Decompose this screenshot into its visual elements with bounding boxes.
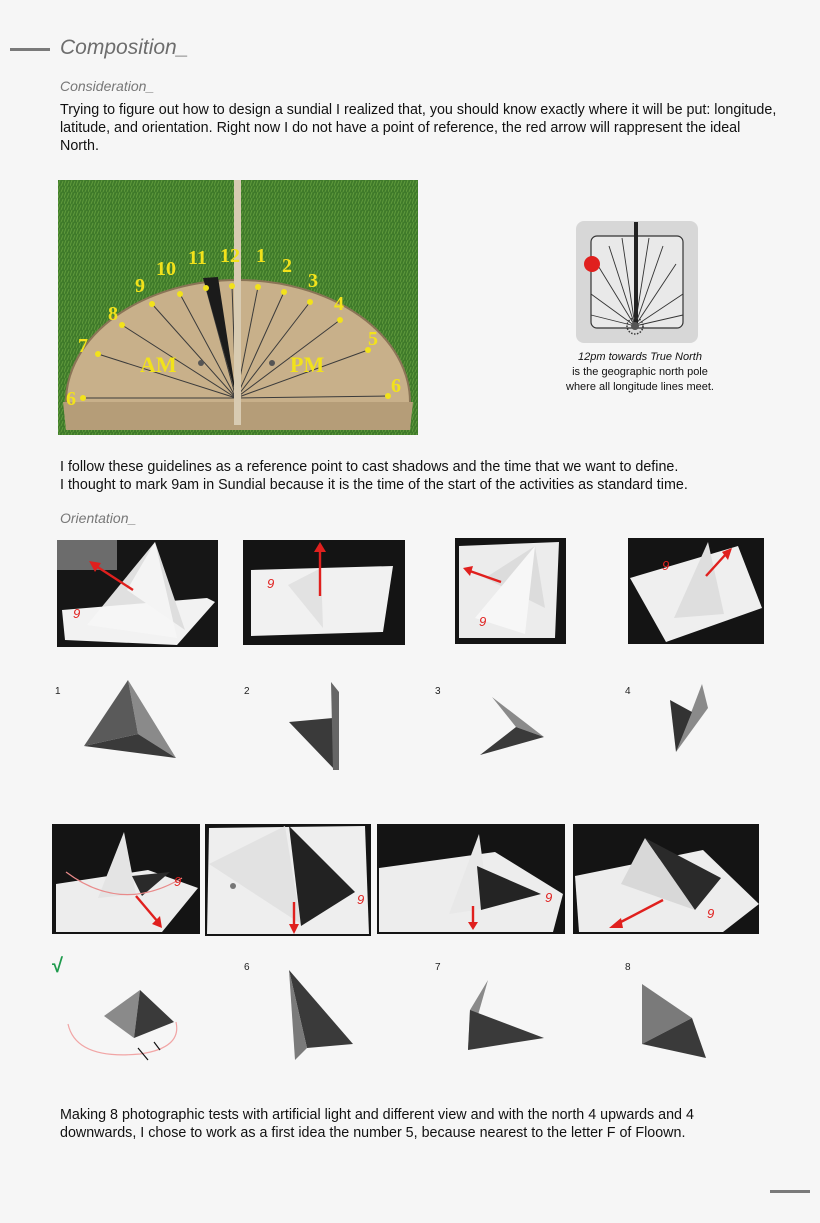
test-shape-4 <box>666 682 711 754</box>
conclusion-line2: downwards, I chose to work as a first idea the number 5, because nearest to the letter F of Floown. <box>60 1125 686 1141</box>
hour-label: 3 <box>308 270 318 292</box>
hour-label: 4 <box>334 293 344 315</box>
hour-label: 7 <box>78 335 88 357</box>
test-number: 3 <box>435 686 441 697</box>
test-photo-3 <box>455 538 566 644</box>
photo-mark: 9 <box>662 558 670 573</box>
test-photo-7 <box>377 824 565 934</box>
guidelines-line1: I follow these guidelines as a reference point to cast shadows and the time that we want to define. <box>60 459 679 475</box>
photo-mark: 9 <box>357 892 365 907</box>
pm-label: PM <box>290 352 325 377</box>
photo-mark: 9 <box>545 890 553 905</box>
test-shape-1 <box>80 676 180 761</box>
test-shape-5 <box>64 986 189 1064</box>
test-number: 6 <box>244 962 250 973</box>
photo-mark: 9 <box>174 874 182 889</box>
consideration-heading: Consideration_ <box>60 78 155 94</box>
test-shape-2 <box>285 678 345 773</box>
test-photo-2 <box>243 540 405 645</box>
test-number: 1 <box>55 686 61 697</box>
header-rule <box>10 48 50 51</box>
test-photo-6 <box>205 824 371 936</box>
test-number: 7 <box>435 962 441 973</box>
photo-mark: 9 <box>707 906 715 921</box>
hour-label: 11 <box>188 247 207 269</box>
test-shape-3 <box>478 693 548 758</box>
footer-rule <box>770 1190 810 1193</box>
caption-line2: is the geographic north pole <box>572 366 708 378</box>
test-photo-4 <box>628 538 764 644</box>
test-shape-8 <box>640 982 708 1060</box>
photo-mark: 9 <box>479 614 487 629</box>
orientation-heading: Orientation_ <box>60 510 137 526</box>
guidelines-text <box>60 458 780 494</box>
check-icon: √ <box>52 955 63 977</box>
diagram-caption <box>540 350 740 395</box>
photo-mark: 9 <box>267 576 275 591</box>
consideration-text: Trying to figure out how to design a sundial I realized that, you should know exactly where it will be put: longitude, latitude, and orientation. Right now I do not have a point of reference, the red arrow will rappresent the ideal North. <box>60 102 777 154</box>
conclusion-line1: Making 8 photographic tests with artificial light and different view and with the north 4 upwards and 4 <box>60 1107 694 1123</box>
hour-label: 1 <box>256 245 266 267</box>
test-shape-7 <box>458 978 546 1054</box>
hour-label: 12 <box>220 245 240 267</box>
hour-label: 8 <box>108 303 118 325</box>
caption-line1: 12pm towards True North <box>578 351 702 363</box>
hour-label: 9 <box>135 275 145 297</box>
north-diagram <box>575 220 699 344</box>
test-number: 4 <box>625 686 631 697</box>
hour-label: 2 <box>282 255 292 277</box>
test-shape-6 <box>285 968 357 1062</box>
test-number: 8 <box>625 962 631 973</box>
test-photo-5 <box>52 824 200 934</box>
hour-label: 6 <box>66 388 76 410</box>
caption-line3: where all longitude lines meet. <box>566 381 714 393</box>
sundial-photo <box>58 180 418 435</box>
test-number: 2 <box>244 686 250 697</box>
red-dot-icon <box>584 256 600 272</box>
hour-label: 10 <box>156 258 176 280</box>
page-title: Composition_ <box>60 36 189 59</box>
hour-label: 6 <box>391 375 401 397</box>
conclusion-text <box>60 1106 780 1142</box>
hour-label: 5 <box>368 328 378 350</box>
test-photo-1 <box>57 540 218 647</box>
guidelines-line2: I thought to mark 9am in Sundial because it is the time of the start of the activities as standard time. <box>60 477 688 493</box>
test-photo-8 <box>573 824 759 934</box>
am-label: AM <box>140 352 177 377</box>
photo-mark: 9 <box>73 606 81 621</box>
